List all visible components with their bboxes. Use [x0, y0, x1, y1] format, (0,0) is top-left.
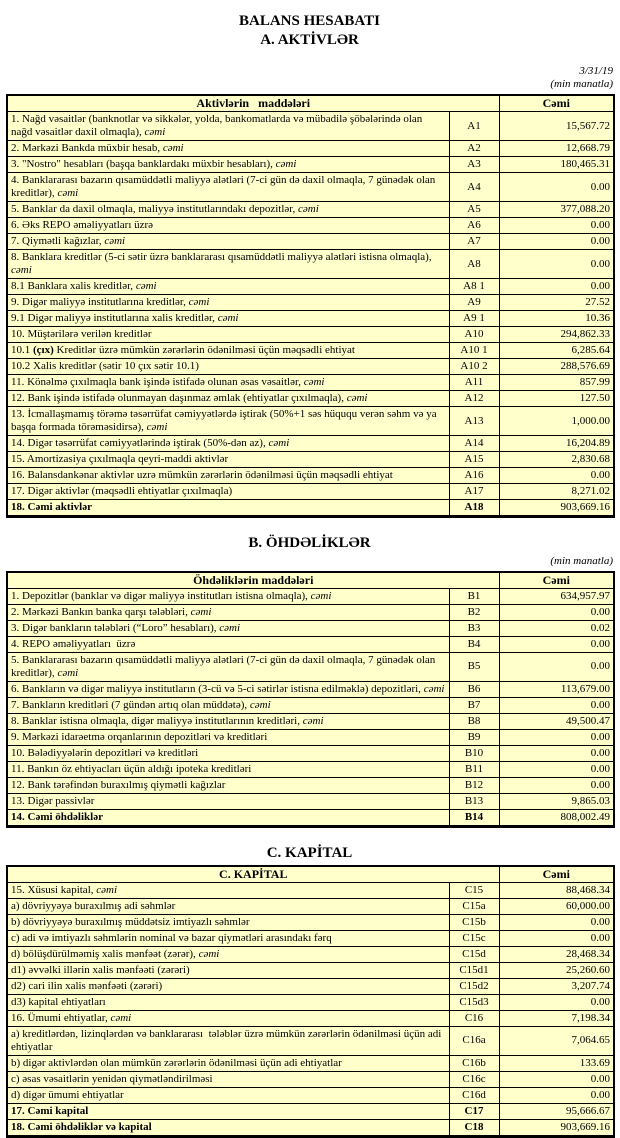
item-label-text: 7. Qiymətli kağızlar, [11, 235, 105, 247]
table-row [7, 359, 614, 375]
row-value-cell: 3,207.74 [499, 978, 614, 994]
row-code-cell: A8 [449, 250, 499, 279]
row-code-cell: A13 [449, 407, 499, 436]
item-label-text: 9. Mərkəzi idarəetmə orqanlarının depozitləri və kreditləri [11, 730, 268, 743]
row-code-cell: A4 [449, 173, 499, 202]
row-value-cell: 0.00 [499, 468, 614, 484]
row-code-cell: C15d3 [449, 994, 499, 1010]
row-value-cell: 133.69 [499, 1055, 614, 1071]
item-label-text: 1. Nağd vəsaitlər (banknotlar və sikkələr, yolda, bankomatlarda və mübadilə şöbələrində olan nağd vəsaitlər daxil olmaqla), [11, 113, 423, 138]
item-label-text: 6. Bankların və digər maliyyə institutların (3-cü və 5-ci sətirlər istisna edilməklə) depozitləri, [11, 682, 424, 695]
row-code-cell: C16c [449, 1071, 499, 1087]
item-label-text: 18. Cəmi öhdəliklər və kapital [11, 1120, 152, 1133]
report-date: 3/31/19 [579, 64, 613, 77]
table-row [7, 697, 614, 713]
table-row [7, 295, 614, 311]
row-code-cell: B11 [449, 761, 499, 777]
item-label-text: 10. Bələdiyyələrin depozitləri və kreditləri [11, 746, 199, 759]
table-row [7, 745, 614, 761]
table-row [7, 468, 614, 484]
row-code-cell: A12 [449, 391, 499, 407]
row-code-cell: B1 [449, 588, 499, 604]
assets-table-header-row [7, 95, 614, 112]
item-label-text: 10.2 Xalis kreditlər (sətir 10 çıx sətir 10.1) [11, 360, 199, 372]
item-label-text: c) əsas vəsaitlərin yenidən qiymətləndirilməsi [11, 1072, 213, 1085]
item-label-text: cəmi [11, 264, 32, 276]
item-label-text: 3. "Nostro" hesabları (başqa banklardakı müxbir hesabları), [11, 158, 276, 170]
item-label-cell [7, 681, 449, 697]
item-label-text: 9. Digər maliyyə institutlarına kreditlər, [11, 296, 189, 308]
item-label-text: 9.1 Digər maliyyə institutlarına xalis kreditlər, [11, 312, 218, 324]
item-label-cell [7, 1071, 449, 1087]
item-label-text: 10. Müştərilərə verilən kreditlər [11, 328, 152, 340]
table-row [7, 327, 614, 343]
item-label-text: cəmi [423, 682, 445, 695]
table-row [7, 375, 614, 391]
item-label-text: c) adi və imtiyazlı səhmlərin nominal və bazar qiymətləri arasındakı fərq [11, 931, 332, 944]
item-label-text: Kreditlər üzrə mümkün zərərlərin ödənilməsi üçün məqsədli ehtiyat [53, 344, 355, 356]
assets-table [6, 94, 615, 518]
item-label-cell [7, 604, 449, 620]
item-label-text: cəmi [303, 376, 325, 388]
row-code-cell: C15a [449, 898, 499, 914]
row-value-cell: 0.00 [499, 697, 614, 713]
items-header-cell: Aktivlərin maddələri [7, 95, 499, 112]
item-label-text: 17. Cəmi kapital [11, 1104, 89, 1117]
table-row [7, 234, 614, 250]
item-label-text: 14. Digər təsərrüfat cəmiyyətlərində iştirak (50%-dən az), [11, 437, 269, 449]
row-value-cell: 0.02 [499, 620, 614, 636]
item-label-cell [7, 500, 449, 517]
row-value-cell: 0.00 [499, 914, 614, 930]
table-row [7, 500, 614, 517]
table-row [7, 729, 614, 745]
row-value-cell: 0.00 [499, 1087, 614, 1103]
table-row [7, 436, 614, 452]
row-value-cell: 0.00 [499, 652, 614, 681]
item-label-cell [7, 327, 449, 343]
row-value-cell: 8,271.02 [499, 484, 614, 500]
row-code-cell: A15 [449, 452, 499, 468]
table-row [7, 141, 614, 157]
table-row [7, 311, 614, 327]
table-row [7, 1087, 614, 1103]
row-value-cell: 28,468.34 [499, 946, 614, 962]
row-code-cell: B4 [449, 636, 499, 652]
item-label-text: 3. Digər bankların tələbləri (“Loro” hesabları), [11, 621, 220, 634]
item-label-cell [7, 620, 449, 636]
unit-note-b: (min manatla) [550, 555, 613, 567]
row-code-cell: C15d1 [449, 962, 499, 978]
row-code-cell: C17 [449, 1103, 499, 1119]
table-row [7, 620, 614, 636]
item-label-text: cəmi [275, 158, 297, 170]
row-code-cell: B6 [449, 681, 499, 697]
item-label-text: cəmi [217, 312, 239, 324]
table-row [7, 279, 614, 295]
item-label-cell [7, 745, 449, 761]
item-label-text: cəmi [146, 421, 168, 433]
item-label-text: d) digər ümumi ehtiyatlar [11, 1088, 124, 1101]
section-c-title: C. KAPİTAL [266, 844, 353, 861]
item-label-text: 14. Cəmi öhdəliklər [11, 810, 103, 823]
item-label-cell [7, 173, 449, 202]
row-value-cell: 6,285.64 [499, 343, 614, 359]
row-value-cell: 25,260.60 [499, 962, 614, 978]
item-label-text: cəmi [96, 883, 118, 896]
page-title [6, 12, 613, 50]
item-label-text: 6. Əks REPO əməliyyatları üzrə [11, 219, 154, 231]
row-value-cell: 0.00 [499, 761, 614, 777]
item-label-cell [7, 311, 449, 327]
table-row [7, 407, 614, 436]
item-label-text: cəmi [310, 589, 332, 602]
item-label-cell [7, 250, 449, 279]
item-label-cell [7, 436, 449, 452]
row-value-cell: 49,500.47 [499, 713, 614, 729]
table-row [7, 761, 614, 777]
item-label-cell [7, 359, 449, 375]
item-label-cell [7, 234, 449, 250]
row-value-cell: 903,669.16 [499, 500, 614, 517]
table-row [7, 652, 614, 681]
item-label-text: cəmi [198, 947, 220, 960]
unit-note-a: (min manatla) [550, 78, 613, 91]
row-code-cell: A6 [449, 218, 499, 234]
section-a-title: A. AKTİVLƏR [260, 31, 359, 48]
item-label-cell [7, 652, 449, 681]
items-header-cell: C. KAPİTAL [7, 866, 499, 883]
row-code-cell: A10 2 [449, 359, 499, 375]
row-value-cell: 0.00 [499, 745, 614, 761]
row-value-cell: 9,865.03 [499, 793, 614, 809]
table-row [7, 809, 614, 826]
item-label-cell [7, 407, 449, 436]
table-row [7, 930, 614, 946]
row-code-cell: A16 [449, 468, 499, 484]
row-code-cell: A17 [449, 484, 499, 500]
item-label-cell [7, 946, 449, 962]
row-code-cell: B12 [449, 777, 499, 793]
item-label-text: b) dövriyyəyə buraxılmış müddətsiz imtiyazlı səhmlər [11, 915, 250, 928]
row-value-cell: 7,064.65 [499, 1026, 614, 1055]
table-row [7, 1055, 614, 1071]
item-label-text: 12. Bank tərəfindən buraxılmış qiymətli kağızlar [11, 778, 226, 791]
item-label-text: 15. Amortizasiya çıxılmaqla qeyri-maddi aktivlər [11, 453, 229, 465]
item-label-cell [7, 1103, 449, 1119]
row-code-cell: A8 1 [449, 279, 499, 295]
item-label-cell [7, 112, 449, 141]
row-value-cell: 0.00 [499, 777, 614, 793]
item-label-cell [7, 391, 449, 407]
row-value-cell: 16,204.89 [499, 436, 614, 452]
row-code-cell: C16 [449, 1010, 499, 1026]
row-value-cell: 95,666.67 [499, 1103, 614, 1119]
items-header-cell: Öhdəliklərin maddələri [7, 572, 499, 589]
item-label-cell [7, 962, 449, 978]
row-code-cell: B13 [449, 793, 499, 809]
row-value-cell: 857.99 [499, 375, 614, 391]
item-label-text: 2. Mərkəzi Bankda müxbir hesab, [11, 142, 163, 154]
item-label-text: 4. REPO əməliyyatları üzrə [11, 637, 136, 650]
item-label-text: 11. Könəlmə çıxılmaqla bank işində istifadə olunan əsas vəsaitlər, [11, 376, 304, 388]
item-label-text: 5. Banklararası bazarın qısamüddətli maliyyə alətləri (7-ci gün də daxil olmaqla, 7 günədək olan kreditlər), [11, 653, 436, 679]
item-label-cell [7, 343, 449, 359]
table-row [7, 173, 614, 202]
row-code-cell: B3 [449, 620, 499, 636]
table-row [7, 452, 614, 468]
item-label-text: d1) əvvəlki illərin xalis mənfəəti (zərəri) [11, 963, 190, 976]
item-label-text: 13. Digər passivlər [11, 794, 95, 807]
row-code-cell: A9 [449, 295, 499, 311]
capital-table-header-row [7, 866, 614, 883]
row-code-cell: C16d [449, 1087, 499, 1103]
item-label-text: cəmi [57, 187, 79, 199]
item-label-text: d2) cari ilin xalis mənfəəti (zərəri) [11, 979, 163, 992]
item-label-text: 7. Bankların kreditləri (7 gündən artıq olan müddətə), [11, 698, 250, 711]
item-label-cell [7, 914, 449, 930]
item-label-cell [7, 279, 449, 295]
item-label-text: 5. Banklar da daxil olmaqla, maliyyə institutlarındakı depozitlər, [11, 203, 299, 215]
row-value-cell: 0.00 [499, 218, 614, 234]
item-label-cell [7, 484, 449, 500]
row-code-cell: C15c [449, 930, 499, 946]
row-value-cell: 0.00 [499, 173, 614, 202]
item-label-text: d3) kapital ehtiyatları [11, 995, 106, 1008]
row-code-cell: A9 1 [449, 311, 499, 327]
table-row [7, 777, 614, 793]
item-label-cell [7, 588, 449, 604]
table-row [7, 343, 614, 359]
table-row [7, 1071, 614, 1087]
table-row [7, 994, 614, 1010]
table-row [7, 978, 614, 994]
row-code-cell: A10 1 [449, 343, 499, 359]
item-label-cell [7, 452, 449, 468]
item-label-text: 15. Xüsusi kapital, [11, 883, 97, 896]
row-value-cell: 27.52 [499, 295, 614, 311]
row-value-cell: 60,000.00 [499, 898, 614, 914]
liabilities-table [6, 571, 615, 828]
row-value-cell: 0.00 [499, 994, 614, 1010]
row-code-cell: B7 [449, 697, 499, 713]
table-row [7, 218, 614, 234]
row-value-cell: 180,465.31 [499, 157, 614, 173]
item-label-text: cəmi [249, 698, 271, 711]
item-label-text: 10.1 [11, 344, 33, 356]
item-label-text: 13. İcmallaşmamış törəmə təsərrüfat cəmiyyətlərdə iştirak (50%+1 səs hüququ verən səhm və ya başqa formada törəməsidirsə), [11, 408, 437, 433]
table-row [7, 1026, 614, 1055]
item-label-cell [7, 636, 449, 652]
row-value-cell: 903,669.16 [499, 1119, 614, 1136]
table-row [7, 484, 614, 500]
item-label-cell [7, 729, 449, 745]
section-b-title: B. ÖHDƏLİKLƏR [248, 535, 371, 551]
row-code-cell: A11 [449, 375, 499, 391]
item-label-text: cəmi [104, 235, 126, 247]
item-label-text: 8. Banklar istisna olmaqla, digər maliyyə institutlarının kreditləri, [11, 714, 303, 727]
table-row [7, 202, 614, 218]
item-label-text: a) kreditlərdən, lizinqlərdən və banklararası tələblər üzrə mümkün zərərlərin ödənilməsi üçün adi ehtiyatlar [11, 1027, 442, 1053]
row-value-cell: 634,957.97 [499, 588, 614, 604]
table-row [7, 914, 614, 930]
row-value-cell: 0.00 [499, 1071, 614, 1087]
item-label-cell [7, 898, 449, 914]
row-value-cell: 127.50 [499, 391, 614, 407]
item-label-text: cəmi [162, 142, 184, 154]
item-label-text: cəmi [346, 392, 368, 404]
table-row [7, 946, 614, 962]
row-code-cell: C18 [449, 1119, 499, 1136]
row-value-cell: 0.00 [499, 604, 614, 620]
item-label-text: b) digər aktivlərdən olan mümkün zərərlərin ödənilməsi üçün adi ehtiyatlar [11, 1056, 342, 1069]
row-value-cell: 7,198.34 [499, 1010, 614, 1026]
row-code-cell: B14 [449, 809, 499, 826]
row-value-cell: 12,668.79 [499, 141, 614, 157]
item-label-text: 16. Balansdankənar aktivlər uzrə mümkün zərərlərin ödənilməsi üçün məqsədli ehtiyat [11, 469, 393, 481]
row-code-cell: C16b [449, 1055, 499, 1071]
liabilities-table-header-row [7, 572, 614, 589]
row-value-cell: 294,862.33 [499, 327, 614, 343]
row-code-cell: B10 [449, 745, 499, 761]
item-label-cell [7, 793, 449, 809]
table-row [7, 391, 614, 407]
table-row [7, 1103, 614, 1119]
item-label-cell [7, 468, 449, 484]
row-code-cell: B9 [449, 729, 499, 745]
row-code-cell: A3 [449, 157, 499, 173]
item-label-text: cəmi [268, 437, 290, 449]
item-label-text: a) dövriyyəyə buraxılmış adi səhmlər [11, 899, 176, 912]
item-label-cell [7, 994, 449, 1010]
row-value-cell: 2,830.68 [499, 452, 614, 468]
row-code-cell: B8 [449, 713, 499, 729]
item-label-cell [7, 1026, 449, 1055]
item-label-text: 16. Ümumi ehtiyatlar, [11, 1011, 111, 1024]
row-code-cell: C15d2 [449, 978, 499, 994]
item-label-cell [7, 218, 449, 234]
item-label-cell [7, 295, 449, 311]
item-label-cell [7, 1010, 449, 1026]
row-value-cell: 0.00 [499, 279, 614, 295]
item-label-text: cəmi [302, 714, 324, 727]
item-label-cell [7, 761, 449, 777]
row-code-cell: A2 [449, 141, 499, 157]
row-code-cell: A7 [449, 234, 499, 250]
row-value-cell: 808,002.49 [499, 809, 614, 826]
row-value-cell: 88,468.34 [499, 882, 614, 898]
row-code-cell: B2 [449, 604, 499, 620]
item-label-cell [7, 1087, 449, 1103]
row-value-cell: 1,000.00 [499, 407, 614, 436]
item-label-text: cəmi [110, 1011, 132, 1024]
table-row [7, 962, 614, 978]
row-code-cell: A5 [449, 202, 499, 218]
capital-table [6, 865, 615, 1138]
item-label-text: 8. Banklara kreditlər (5-ci sətir üzrə banklararası qısamüddətli maliyyə alətləri istisna olmaqla), [11, 251, 432, 263]
item-label-cell [7, 809, 449, 826]
table-row [7, 1010, 614, 1026]
total-header-cell: Cəmi [499, 95, 614, 112]
item-label-cell [7, 1055, 449, 1071]
item-label-text: d) bölüşdürülməmiş xalis mənfəət (zərər), [11, 947, 199, 960]
row-value-cell: 288,576.69 [499, 359, 614, 375]
row-value-cell: 10.36 [499, 311, 614, 327]
item-label-text: 4. Banklararası bazarın qısamüddətli maliyyə alətləri (7-ci gün də daxil olmaqla, 7 günədək olan kreditlər), [11, 174, 436, 199]
table-row [7, 636, 614, 652]
row-value-cell: 0.00 [499, 250, 614, 279]
total-header-cell: Cəmi [499, 866, 614, 883]
table-row [7, 898, 614, 914]
row-code-cell: A18 [449, 500, 499, 517]
table-row [7, 250, 614, 279]
item-label-text: 12. Bank işində istifadə olunmayan daşınmaz əmlak (ehtiyatlar çıxılmaqla), [11, 392, 347, 404]
item-label-cell [7, 882, 449, 898]
item-label-text: 11. Bankın öz ehtiyacları üçün aldığı ipoteka kreditləri [11, 762, 252, 775]
table-row [7, 112, 614, 141]
row-value-cell: 0.00 [499, 729, 614, 745]
total-header-cell: Cəmi [499, 572, 614, 589]
table-row [7, 604, 614, 620]
item-label-text: cəmi [57, 666, 79, 679]
item-label-cell [7, 713, 449, 729]
item-label-text: cəmi [190, 605, 212, 618]
row-value-cell: 0.00 [499, 930, 614, 946]
table-row [7, 588, 614, 604]
row-code-cell: A1 [449, 112, 499, 141]
item-label-cell [7, 777, 449, 793]
item-label-cell [7, 697, 449, 713]
row-code-cell: C16a [449, 1026, 499, 1055]
item-label-text: cəmi [135, 280, 157, 292]
row-code-cell: C15d [449, 946, 499, 962]
item-label-cell [7, 978, 449, 994]
row-code-cell: A10 [449, 327, 499, 343]
table-row [7, 713, 614, 729]
row-code-cell: C15 [449, 882, 499, 898]
item-label-text: 17. Digər aktivlər (məqsədli ehtiyatlar çıxılmaqla) [11, 485, 233, 497]
item-label-text: cəmi [144, 126, 166, 138]
item-label-text: 18. Cəmi aktivlər [11, 501, 92, 513]
table-row [7, 793, 614, 809]
row-value-cell: 15,567.72 [499, 112, 614, 141]
item-label-cell [7, 157, 449, 173]
item-label-text: cəmi [188, 296, 210, 308]
item-label-cell [7, 202, 449, 218]
item-label-text: (çıx) [33, 344, 54, 356]
item-label-text: 8.1 Banklara xalis kreditlər, [11, 280, 136, 292]
item-label-cell [7, 930, 449, 946]
report-title: BALANS HESABATI [238, 13, 380, 29]
table-row [7, 681, 614, 697]
item-label-text: 1. Depozitlər (banklar və digər maliyyə institutları istisna olmaqla), [11, 589, 311, 602]
table-row [7, 157, 614, 173]
item-label-text: 2. Mərkəzi Bankın banka qarşı tələbləri, [11, 605, 191, 618]
row-value-cell: 113,679.00 [499, 681, 614, 697]
row-code-cell: C15b [449, 914, 499, 930]
row-code-cell: A14 [449, 436, 499, 452]
row-value-cell: 0.00 [499, 234, 614, 250]
row-code-cell: B5 [449, 652, 499, 681]
row-value-cell: 0.00 [499, 636, 614, 652]
item-label-text: cəmi [298, 203, 319, 215]
item-label-cell [7, 375, 449, 391]
table-row [7, 882, 614, 898]
row-value-cell: 377,088.20 [499, 202, 614, 218]
item-label-cell [7, 141, 449, 157]
item-label-text: cəmi [219, 621, 241, 634]
